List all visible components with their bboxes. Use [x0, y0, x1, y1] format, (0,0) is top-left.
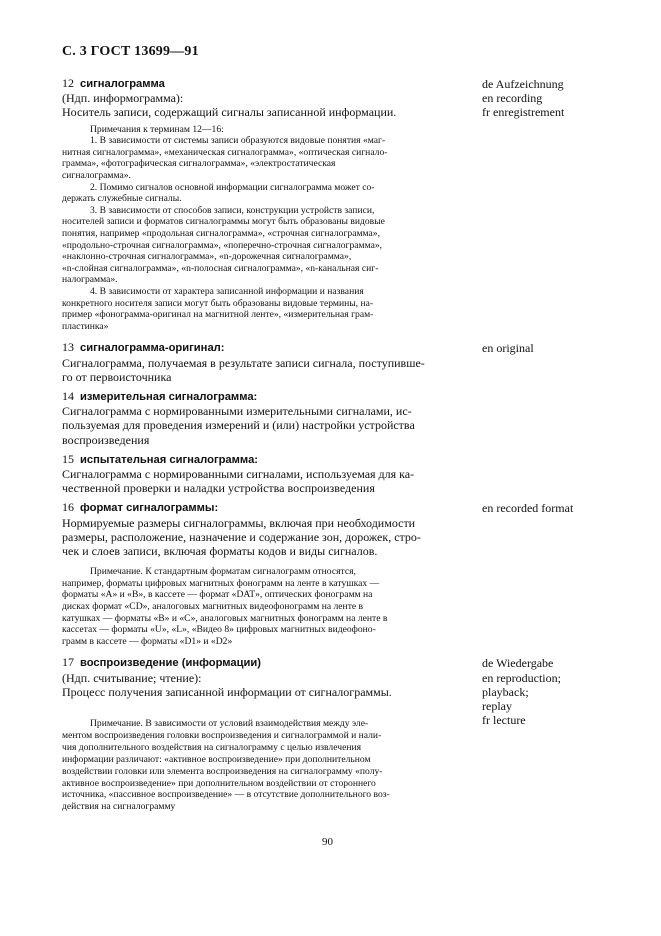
note-terms-12-16 [62, 124, 454, 333]
definition-line: чек и слоев записи, включая форматы кодов и виды сигналов. [62, 543, 378, 558]
term-entry-17 [62, 655, 642, 727]
note-line: налограмма». [62, 274, 118, 286]
term-number: 13 [62, 340, 74, 355]
note-term-16 [62, 566, 454, 647]
equivalent: en recording [482, 91, 543, 106]
note-line: грамма», «фотографическая сигналограмма», «электростатическая [62, 158, 336, 170]
term-title: измерительная сигналограмма: [80, 390, 258, 403]
note-line: 2. Помимо сигналов основной информации сигналограмма может со- [90, 181, 375, 193]
equivalent: en reproduction; [482, 670, 561, 685]
note-line: 4. В зависимости от характера записанной информации и названия [90, 285, 364, 297]
term-entry-13 [62, 340, 642, 384]
definition-line: пользуемая для проведения измерений и (или) настройки устройства [62, 418, 415, 433]
definition-line: чественной проверки и наладки устройства воспроизведения [62, 481, 375, 496]
definition-line: Сигналограмма с нормированными сигналами, используемая для ка- [62, 466, 415, 481]
note-line: носителей записи и форматов сигналограммы могут быть образованы видовые [62, 216, 385, 228]
term-number: 14 [62, 388, 74, 403]
page-header: С. 3 ГОСТ 13699—91 [62, 44, 199, 59]
foreign-equivalents [482, 500, 642, 558]
foreign-equivalents [482, 452, 642, 496]
note-line: грамм в кассете — форматы «D1» и «D2» [62, 635, 233, 647]
note-line: действия на сигналограмму [62, 801, 176, 813]
term-title: сигналограмма [80, 78, 165, 90]
note-line: чия дополнительного воздействия на сигналограмму с целью извлечения [62, 741, 362, 753]
foreign-equivalents [482, 389, 642, 447]
note-line: Примечание. В зависимости от условий взаимодействия между эле- [90, 718, 369, 729]
note-line: «продольно-строчная сигналограмма», «поперечно-строчная сигналограмма», [62, 239, 383, 251]
definition-line: размеры, расположение, назначение и содержание зон, дорожек, стро- [62, 529, 421, 544]
note-line: информации различают: «активное воспроизведение» при дополнительном [62, 753, 371, 765]
definition-line: воспроизведения [62, 432, 150, 447]
term-number: 16 [62, 500, 74, 515]
note-line: форматы «А» и «В», в кассете — формат «DAT», оптических фонограмм на [62, 589, 373, 601]
foreign-equivalents [482, 76, 642, 120]
note-line: 1. В зависимости от системы записи образуются видовые понятия «маг- [90, 135, 386, 147]
definition-line: Носитель записи, содержащий сигналы записанной информации. [62, 105, 397, 120]
note-line: нитная сигналограмма», «механическая сигналограмма», «оптическая сигнало- [62, 146, 388, 158]
note-line: пластинка» [62, 320, 109, 332]
term-title: воспроизведение (информации) [80, 657, 261, 670]
equivalent: en original [482, 341, 534, 356]
definition-line: го от первоисточника [62, 369, 172, 384]
term-entry-14 [62, 389, 642, 447]
note-line: воздействии головки или элемента воспроизведения на сигналограмму «полу- [62, 765, 383, 777]
page-number: 90 [322, 836, 333, 848]
term-number: 17 [62, 655, 74, 670]
definition-line: (Ндп. считывание; чтение): [62, 670, 202, 685]
note-line: активное воспроизведение» при дополнительном воздействии от стороннего [62, 777, 376, 789]
definition-line: Процесс получения записанной информации от сигналограммы. [62, 684, 392, 699]
term-title: сигналограмма-оригинал: [80, 342, 225, 355]
note-line: дисках формат «CD», аналоговых магнитных видеофонограмм на ленте в [62, 600, 364, 612]
equivalent: fr lecture [482, 713, 526, 728]
note-line: «n-слойная сигналограмма», «n-полосная сигналограмма», «n-канальная сиг- [62, 262, 379, 274]
foreign-equivalents [482, 655, 642, 727]
equivalent: en recorded format [482, 501, 574, 516]
note-line: 3. В зависимости от способов записи, конструкции устройств записи, [90, 204, 375, 216]
definition-line: Нормируемые размеры сигналограммы, включая при необходимости [62, 515, 416, 530]
term-entry-15 [62, 452, 642, 496]
term-entry-12 [62, 76, 642, 120]
note-line: ментом воспроизведения головки воспроизведения и сигналограммой и нали- [62, 729, 382, 741]
note-line: Примечание. К стандартным форматам сигналограмм относятся, [90, 566, 356, 578]
definition-line: Сигналограмма с нормированными измерительными сигналами, ис- [62, 404, 412, 419]
definition-line: (Ндп. информограмма): [62, 91, 184, 106]
note-line: понятия, например «продольная сигналограмма», «строчная сигналограмма», [62, 227, 380, 239]
equivalent: de Aufzeichnung [482, 77, 564, 91]
note-line: пример «фонограмма-оригинал на магнитной ленте», «измерительная грам- [62, 309, 374, 321]
note-line: кассетах — форматы «U», «L», «Видео 8» цифровых магнитных видеофоно- [62, 624, 376, 636]
definition-line: Сигналограмма, получаемая в результате записи сигнала, поступивше- [62, 355, 425, 370]
note-line: сигналограмма». [62, 169, 131, 181]
equivalent: de Wiedergabe [482, 656, 554, 671]
equivalent: replay [482, 698, 512, 713]
term-number: 12 [62, 76, 74, 90]
term-title: формат сигналограммы: [80, 502, 219, 515]
note-heading: Примечания к терминам 12—16: [90, 123, 224, 135]
note-line: «наклонно-строчная сигналограмма», «n-дорожечная сигналограмма», [62, 251, 352, 263]
terms-content [62, 76, 642, 730]
note-line: конкретного носителя записи могут быть образованы видовые термины, на- [62, 297, 374, 309]
term-number: 15 [62, 451, 74, 466]
note-line: источника, «пассивное воспроизведение» — в отсутствие дополнительного воз- [62, 789, 390, 801]
note-line: например, форматы цифровых магнитных фонограмм на ленте в катушках — [62, 577, 380, 589]
term-entry-16 [62, 500, 642, 558]
equivalent: fr enregistrement [482, 105, 565, 120]
foreign-equivalents [482, 340, 642, 384]
note-term-17 [62, 718, 454, 813]
note-line: держать служебные сигналы. [62, 193, 182, 205]
term-title: испытательная сигналограмма: [80, 453, 259, 466]
equivalent: playback; [482, 684, 529, 699]
note-line: катушках — форматы «В» и «С», аналоговых магнитных фонограмм на ленте в [62, 612, 388, 624]
